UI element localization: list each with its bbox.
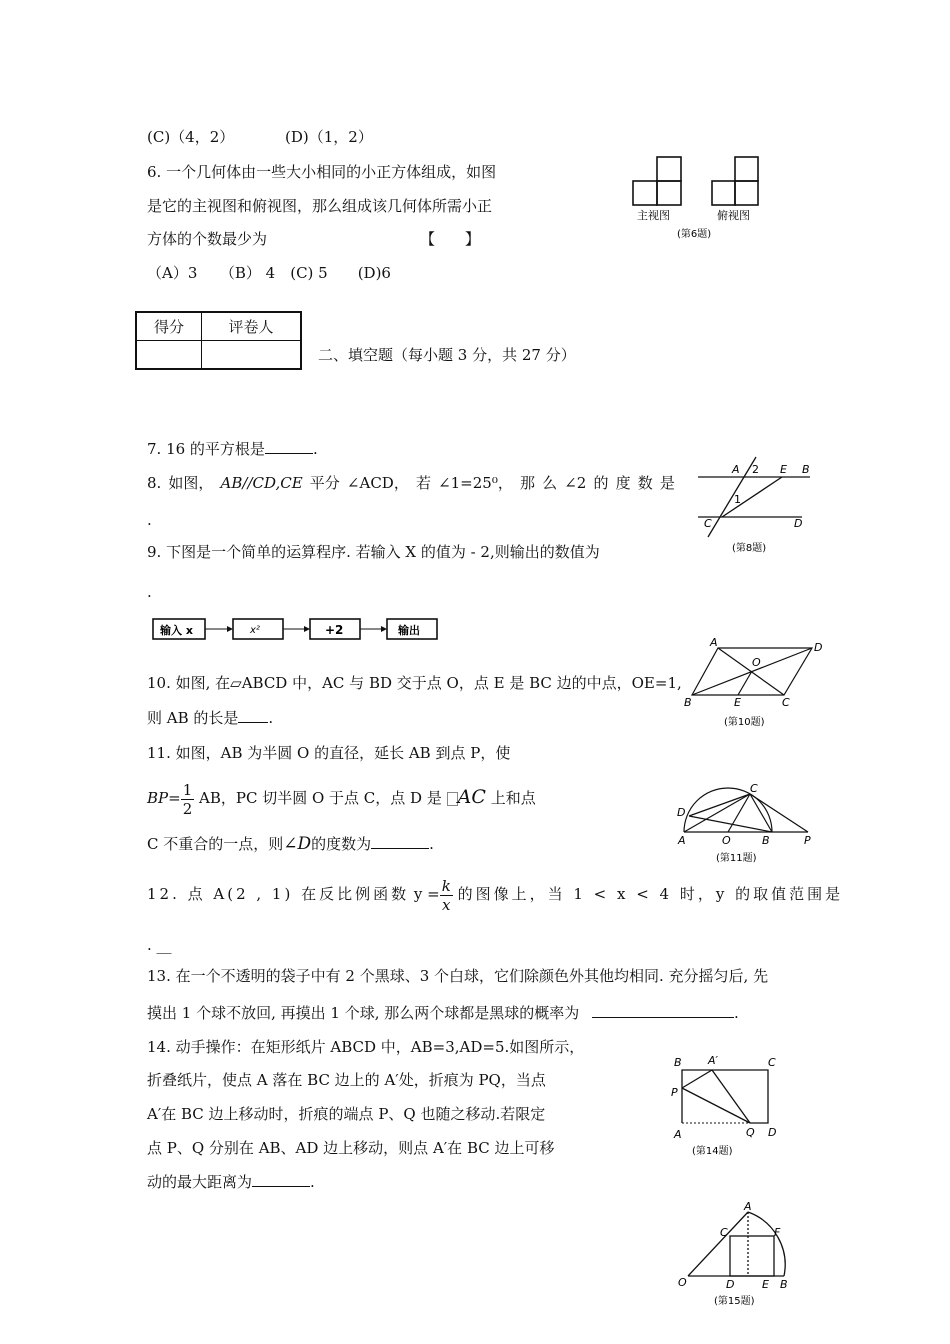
q12-fraction <box>440 877 453 914</box>
q15-label-e: E <box>762 1278 769 1291</box>
q8-label-a: A <box>732 463 740 476</box>
q6-front-view-label: 主视图 <box>637 209 670 222</box>
q15-caption: (第15题) <box>714 1296 755 1307</box>
q11-caption: (第11题) <box>716 853 757 864</box>
q8-part: 平分 <box>309 474 340 492</box>
q12-line2: . __ <box>147 936 172 954</box>
q11-frac-den: 2 <box>182 799 193 818</box>
q11-line3 <box>147 834 434 854</box>
q14-label-d: D <box>768 1126 777 1139</box>
q6-figure <box>625 150 765 245</box>
q10-text: 则 AB 的长是 <box>147 709 239 727</box>
arc-symbol-icon <box>447 792 458 806</box>
q8-line1 <box>147 473 675 493</box>
q6-line2: 是它的主视图和俯视图，那么组成该几何体所需小正 <box>147 197 493 215</box>
q8-part: ∠2 <box>564 474 587 492</box>
q14-line3: A′在 BC 边上移动时，折痕的端点 P、Q 也随之移动.若限定 <box>147 1105 546 1123</box>
score-header: 得分 <box>136 312 202 341</box>
q10-line2 <box>147 708 273 728</box>
q11-text3b: 的度数为 <box>311 835 372 853</box>
q7-end: . <box>312 440 318 458</box>
q11-frac-num: 1 <box>182 780 193 799</box>
q11-figure <box>672 780 820 868</box>
q15-label-a: A <box>744 1200 752 1213</box>
q10-label-e: E <box>734 696 741 709</box>
q11-label-d: D <box>677 806 686 819</box>
q14-caption: (第14题) <box>692 1146 733 1157</box>
q14-line4: 点 P、Q 分别在 AB、AD 边上移动，则点 A′在 BC 边上可移 <box>147 1139 555 1157</box>
q8-line2: . <box>147 511 152 529</box>
q13-end: . <box>734 1004 739 1022</box>
flow-square: x² <box>250 625 260 636</box>
q11-angle-d: ∠D <box>283 834 312 854</box>
q6-answer-bracket: 【 】 <box>420 230 481 248</box>
q11-fraction <box>181 781 195 818</box>
q7-answer-blank[interactable] <box>265 439 313 454</box>
q6-top-view-label: 俯视图 <box>717 209 750 222</box>
q10-line1: 10. 如图, 在▱ABCD 中，AC 与 BD 交于点 O，点 E 是 BC 边的中点，OE=1, <box>147 674 682 692</box>
q11-label-a: A <box>678 834 686 847</box>
q15-label-b: B <box>780 1278 788 1291</box>
q5-option-d: (D)（1，2） <box>285 128 373 146</box>
q5-option-c: (C)（4，2） <box>147 128 235 146</box>
q8-caption: (第8题) <box>732 543 767 554</box>
q12-pre: 12. 点 A(2 , 1) 在反比例函数 <box>147 885 410 903</box>
q8-part: 如图， <box>168 474 214 492</box>
q6-caption: (第6题) <box>677 229 712 240</box>
q14-end: . <box>310 1173 315 1191</box>
q11-text: AB，PC 切半圆 O 于点 C，点 D 是 <box>199 789 442 807</box>
q15-label-o: O <box>678 1276 687 1289</box>
q8-part: 8. <box>147 474 162 492</box>
q13-line1: 13. 在一个不透明的袋子中有 2 个黑球、3 个白球，它们除颜色外其他均相同. 充分摇匀后, 先 <box>147 967 769 985</box>
q8-part: ∠ACD， <box>346 474 409 492</box>
q14-label-a: A <box>674 1128 682 1141</box>
q8-part: 度 <box>615 474 631 492</box>
q15-label-f: F <box>774 1226 781 1239</box>
q14-line2: 折叠纸片，使点 A 落在 BC 边上的 A′处，折痕为 PQ，当点 <box>147 1071 546 1089</box>
q10-label-d: D <box>814 641 823 654</box>
q10-label-b: B <box>684 696 692 709</box>
q6-line3: 方体的个数最少为 <box>147 230 268 248</box>
q10-label-a: A <box>710 638 718 649</box>
q15-label-c: C <box>720 1226 728 1239</box>
flow-plus2: +2 <box>325 623 344 637</box>
q14-answer-blank[interactable] <box>252 1172 310 1187</box>
q8-label-d: D <box>794 517 803 530</box>
q8-label-c: C <box>704 517 712 530</box>
q8-label-1: 1 <box>734 493 741 506</box>
q9-line2: . <box>147 583 152 601</box>
q12-frac-num: k <box>441 876 451 895</box>
grader-header: 评卷人 <box>202 312 302 341</box>
q10-caption: (第10题) <box>724 717 765 728</box>
q11-label-b: B <box>762 834 770 847</box>
section2-title: 二、填空题（每小题 3 分，共 27 分） <box>318 346 576 364</box>
q12-y-eq: y = <box>413 885 440 903</box>
q11-answer-blank[interactable] <box>371 834 429 849</box>
q11-text3: C 不重合的一点，则 <box>147 835 284 853</box>
q8-part: 那 <box>519 474 535 492</box>
grader-cell[interactable] <box>202 341 302 370</box>
q11-label-p: P <box>804 834 811 847</box>
q13-answer-blank[interactable] <box>592 1003 734 1018</box>
q13-line2 <box>147 1003 739 1023</box>
q9-flowchart <box>150 615 442 645</box>
q8-part: AB//CD,CE <box>220 474 303 492</box>
q11-label-o: O <box>722 834 731 847</box>
q8-label-2: 2 <box>752 463 759 476</box>
q15-figure <box>676 1198 804 1310</box>
q15-label-d: D <box>726 1278 735 1291</box>
flow-output: 输出 <box>398 624 420 637</box>
q11-line2 <box>147 775 536 819</box>
score-table <box>135 311 302 370</box>
q6-line1: 6. 一个几何体由一些大小相同的小正方体组成，如图 <box>147 163 497 181</box>
q8-part: ∠1=25⁰， <box>438 474 513 492</box>
q10-label-o: O <box>752 656 761 669</box>
q8-part: 的 <box>593 474 609 492</box>
q14-label-a-prime: A′ <box>708 1054 719 1067</box>
q8-figure <box>690 455 820 560</box>
q8-label-e: E <box>780 463 787 476</box>
q11-end: . <box>429 835 434 853</box>
q10-end: . <box>268 709 274 727</box>
q13-text: 摸出 1 个球不放回, 再摸出 1 个球, 那么两个球都是黑球的概率为 <box>147 1004 580 1022</box>
q7-line <box>147 439 318 459</box>
q11-arc-ac: AC <box>457 786 486 808</box>
q8-part: 是 <box>659 474 675 492</box>
q10-answer-blank[interactable] <box>238 708 268 723</box>
q8-part: 若 <box>415 474 431 492</box>
flow-input: 输入 x <box>160 624 193 637</box>
q10-figure <box>680 638 830 733</box>
q14-text5: 动的最大距离为 <box>147 1173 253 1191</box>
q12-line1 <box>147 872 844 916</box>
q14-figure <box>668 1050 786 1162</box>
q11-text-end: 上和点 <box>490 789 536 807</box>
q8-label-b: B <box>802 463 810 476</box>
q14-label-c: C <box>768 1056 776 1069</box>
q14-label-p: P <box>671 1086 678 1099</box>
q14-line1: 14. 动手操作：在矩形纸片 ABCD 中，AB=3,AD=5.如图所示， <box>147 1038 585 1056</box>
q12-frac-den: x <box>442 895 451 914</box>
q8-part: 数 <box>637 474 653 492</box>
q7-text: 7. 16 的平方根是 <box>147 440 265 458</box>
q11-line1: 11. 如图，AB 为半圆 O 的直径，延长 AB 到点 P，使 <box>147 744 511 762</box>
q6-options: （A）3 （B） 4 (C) 5 (D)6 <box>147 264 391 282</box>
q14-label-b: B <box>674 1056 682 1069</box>
score-cell[interactable] <box>136 341 202 370</box>
q14-label-q: Q <box>746 1126 755 1139</box>
q12-post: 的图像上，当 1 < x < 4 时，y 的取值范围是 <box>457 885 844 903</box>
q9-line1: 9. 下图是一个简单的运算程序. 若输入 X 的值为 - 2,则输出的数值为 <box>147 543 600 561</box>
q8-part: 么 <box>542 474 558 492</box>
q11-bp: BP= <box>147 789 181 807</box>
q14-line5 <box>147 1172 315 1192</box>
q10-label-c: C <box>782 696 790 709</box>
q11-label-c: C <box>750 782 758 795</box>
